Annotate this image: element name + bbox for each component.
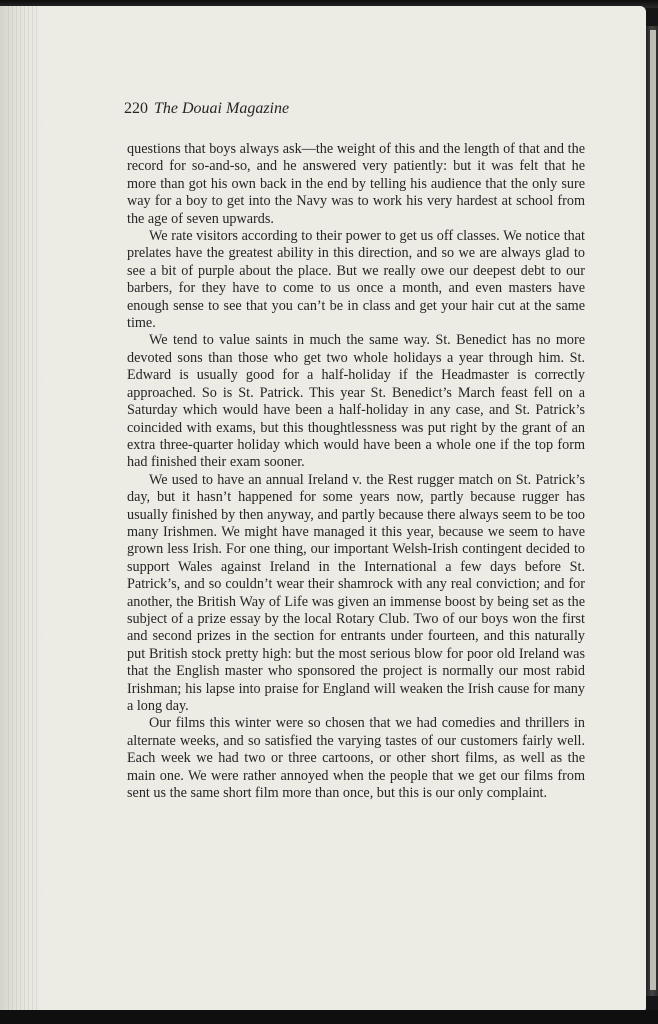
paragraph-5: Our films this winter were so chosen that we had comedies and thrillers in alternate weeks, and so satisfied the varying tastes of our customers fairly well. Each week we had two or three cartoons, or other short films, as well as the main one. We were rather annoyed when the people that we get our films from sent us the same short film more than once, but this is our only complaint. [127, 715, 585, 802]
article-body [127, 141, 585, 802]
paragraph-4: We used to have an annual Ireland v. the Rest rugger match on St. Patrick’s day, but it hasn’t happened for some years now, partly because rugger has usually finished by then anyway, and partly because there always seem to be too many Irishmen. We might have managed it this year, because we seem to have grown less Irish. For one thing, our important Welsh-Irish contingent decided to support Wales against Ireland in the International a few days before St. Patrick’s, and so couldn’t wear their shamrock with any real conviction; and for another, the British Way of Life was given an immense boost by being set as the subject of a prize essay by the local Rotary Club. Two of our boys won the first and second prizes in the section for entrants under fourteen, and this naturally put British stock pretty high: but the most serious blow for poor old Ireland was that the English master who sponsored the project is normally our most rabid Irishman; his lapse into praise for England will weaken the Irish cause for many a long day. [127, 471, 585, 714]
page-number: 220 [124, 100, 148, 117]
running-header [124, 100, 289, 118]
paragraph-1: questions that boys always ask—the weight of this and the length of that and the record for so-and-so, and he answered very patiently: but it was felt that he more than got his own back in the end by telling his audience that the only sure way for a boy to get into the Navy was to work his very hardest at school from the age of seven upwards. [127, 141, 585, 227]
journal-title: The Douai Magazine [154, 100, 290, 117]
paragraph-3: We tend to value saints in much the same way. St. Benedict has no more devoted sons than those who get two whole holidays a year through him. St. Edward is usually good for a half-holiday if the Headmaster is correctly approached. So is St. Patrick. This year St. Benedict’s March feast fell on a Saturday which would have been a half-holiday in any case, and St. Patrick’s coincided with exams, but this thoughtlessness was put right by the grant of an extra three-quarter holiday which would have been a whole one if the top form had finished their exam sooner. [127, 332, 585, 471]
page-gutter-edges [8, 6, 38, 1012]
paragraph-2: We rate visitors according to their power to get us off classes. We notice that prelates have the greatest ability in this direction, and so we are always glad to see a bit of purple about the place. But we really owe our deepest debt to our barbers, for they have to come to us once a month, and even masters have enough sense to see that you can’t be in class and get your hair cut at the same time. [127, 228, 585, 332]
next-page-edge [650, 30, 656, 990]
bottom-page-edge [0, 1010, 658, 1024]
